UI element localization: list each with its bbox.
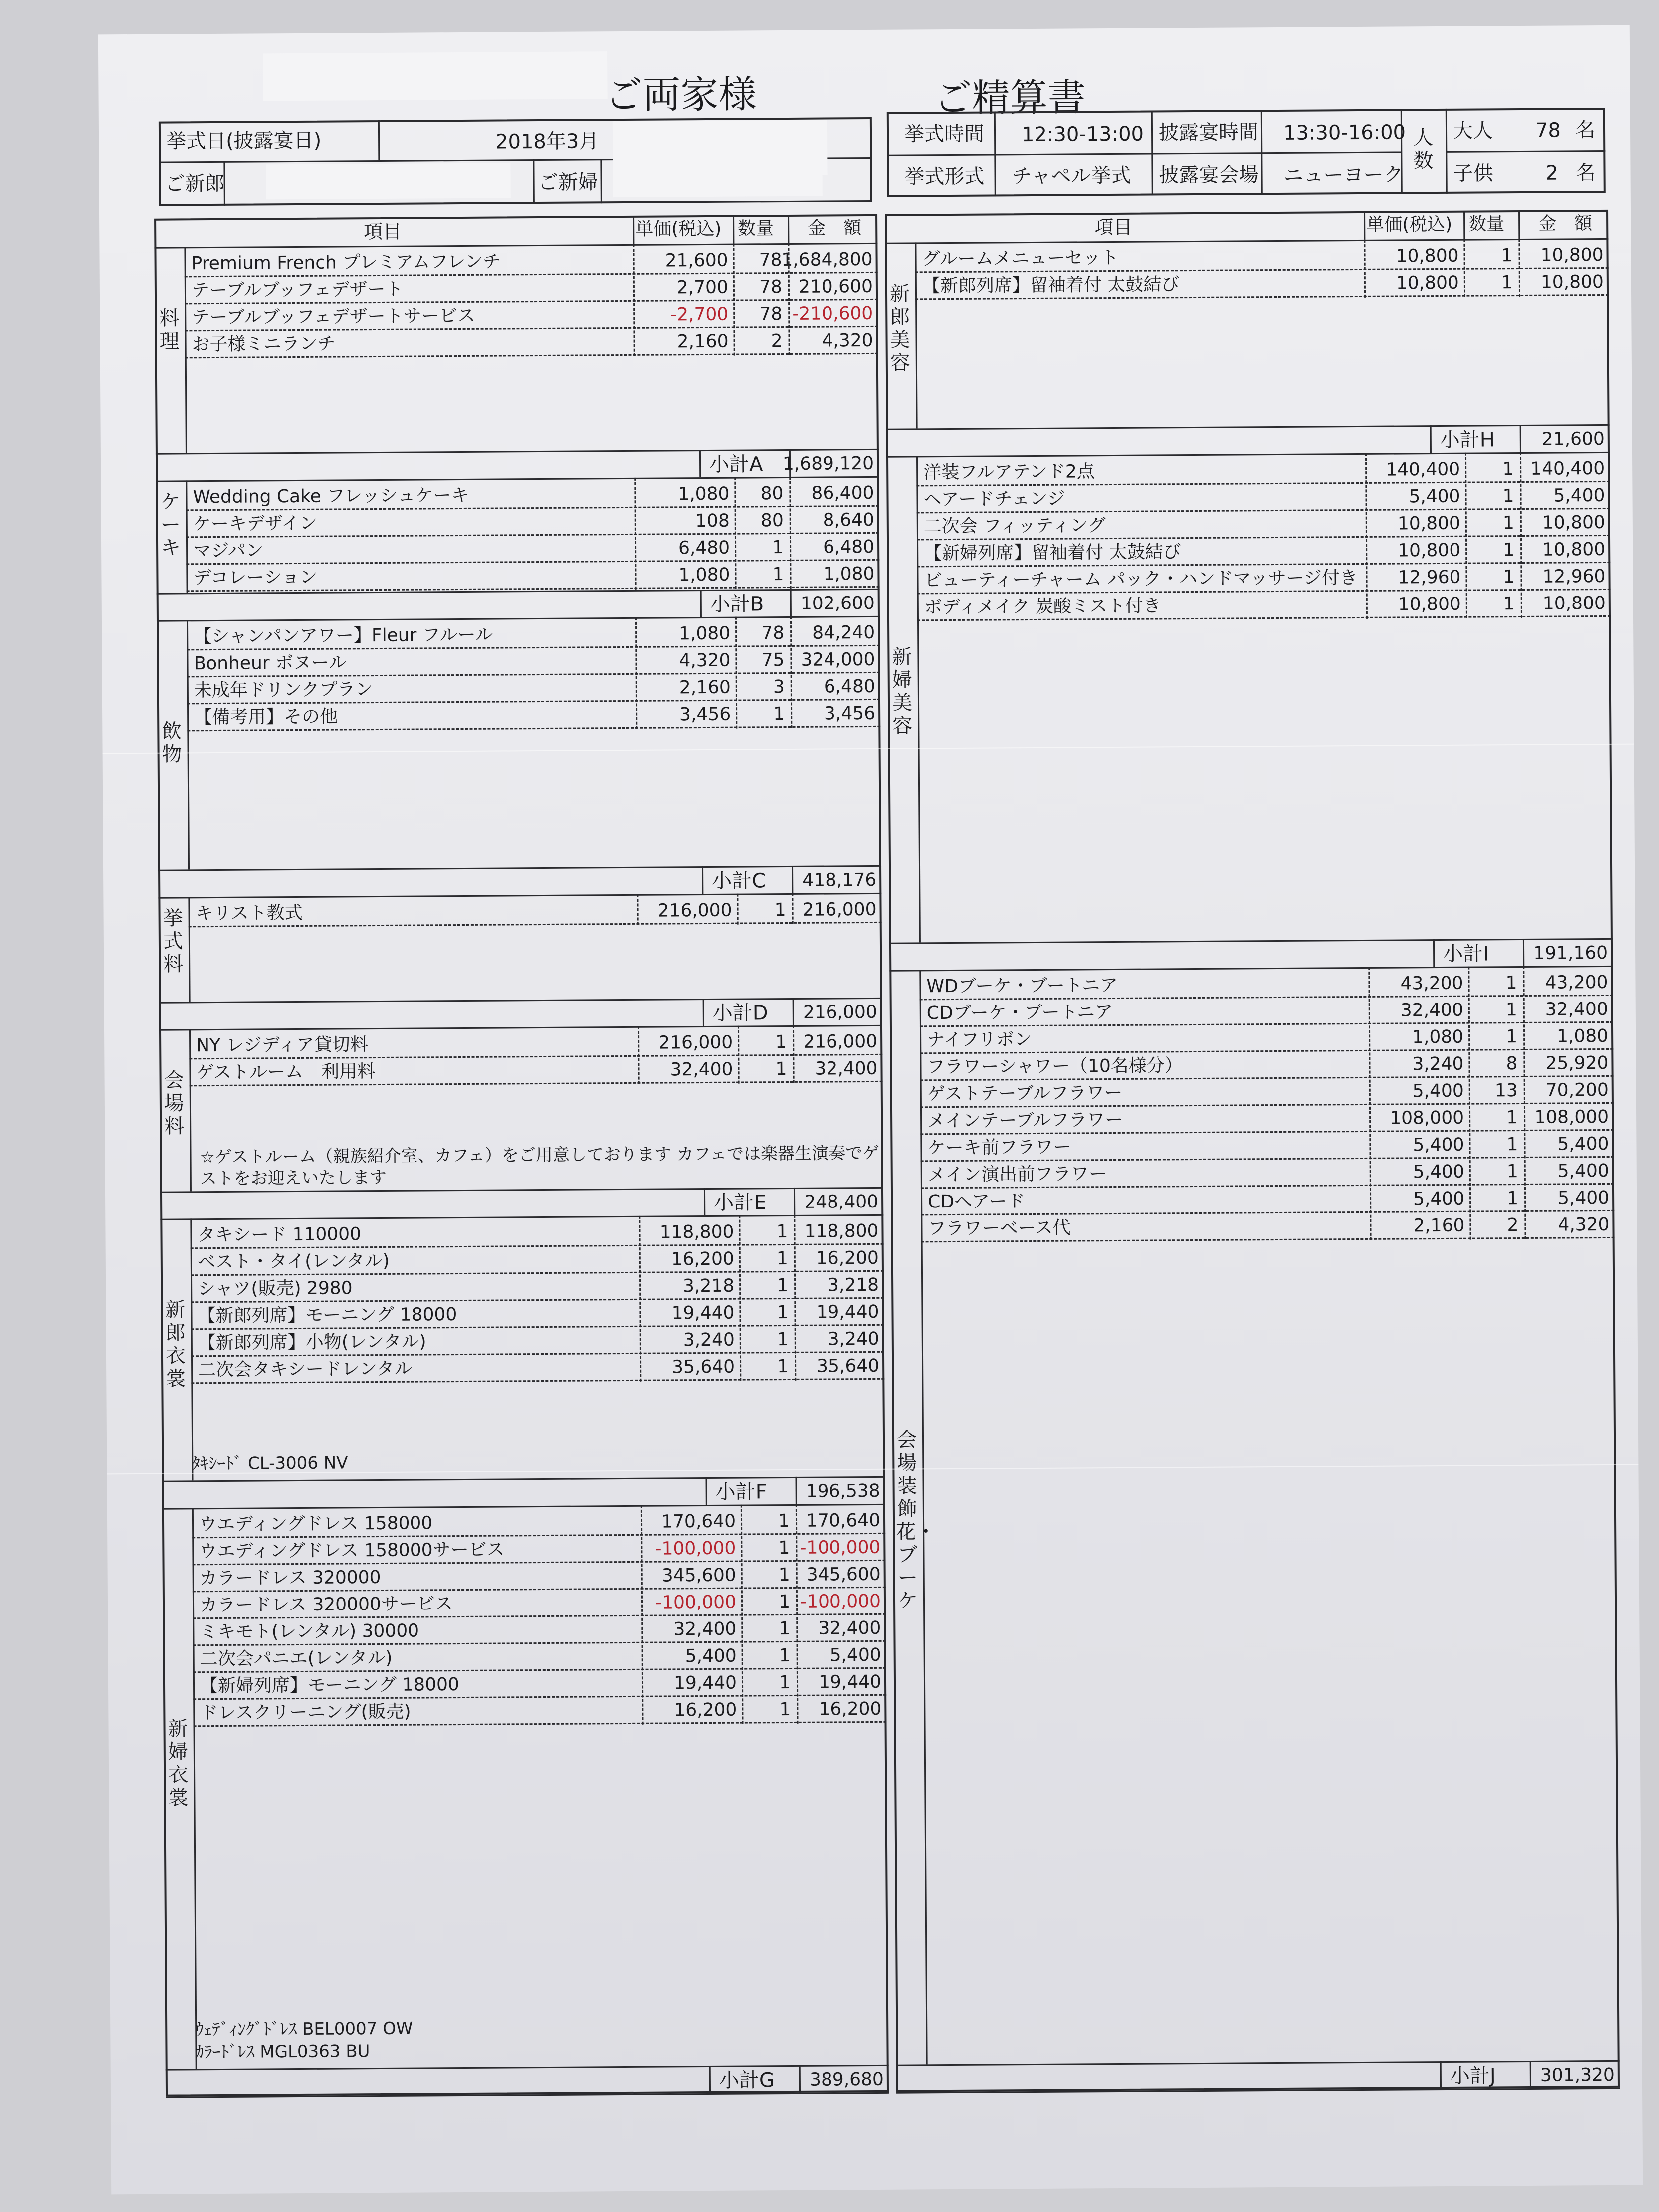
rule-line xyxy=(790,589,792,616)
amount: 4,320 xyxy=(1558,1214,1610,1235)
redacted-family-name xyxy=(263,51,608,101)
column-header-item: 項目 xyxy=(1094,216,1133,239)
quantity: 2 xyxy=(1507,1215,1519,1236)
rule-line xyxy=(788,216,789,243)
quantity: 80 xyxy=(760,483,784,504)
amount: -100,000 xyxy=(800,1591,881,1612)
unit-price: 3,240 xyxy=(1412,1053,1464,1075)
section-label: 飲物 xyxy=(162,720,182,766)
quantity: 1 xyxy=(776,1221,788,1242)
amount: 1,080 xyxy=(823,563,875,585)
amount: 5,400 xyxy=(1557,1187,1610,1208)
guests-label: 人数 xyxy=(1413,126,1434,173)
quantity: 1 xyxy=(772,564,784,585)
rule-line xyxy=(699,450,701,477)
quantity: 80 xyxy=(760,510,784,531)
amount: 32,400 xyxy=(818,1617,881,1639)
unit-price: 21,600 xyxy=(665,250,728,271)
quantity: 1 xyxy=(779,1645,791,1666)
column-header-amount: 金 額 xyxy=(808,218,862,239)
venue-note: ☆ゲストルーム（親族紹介室、カフェ）をご用意しております カフェでは楽器生演奏でゲ xyxy=(200,1143,880,1168)
wedding-date-label: 挙式日(披露宴日) xyxy=(166,129,322,153)
unit-price: 35,640 xyxy=(672,1356,735,1378)
rule-line xyxy=(799,2065,801,2093)
amount: 10,800 xyxy=(1540,271,1604,293)
item-name: ヘアードチェンジ xyxy=(923,488,1065,510)
subtotal-label: 小計B xyxy=(710,593,764,616)
column-header-qty: 数量 xyxy=(1468,214,1505,235)
subtotal-label: 小計D xyxy=(712,1002,768,1025)
bride-attire-note: ｶﾗｰﾄﾞﾚｽ MGL0363 BU xyxy=(195,2041,370,2063)
unit-price: 1,080 xyxy=(678,483,730,505)
item-name: タキシード 110000 xyxy=(197,1224,362,1246)
rule-line xyxy=(733,216,734,244)
item-name: 二次会パニエ(レンタル) xyxy=(200,1647,393,1670)
subtotal-label: 小計F xyxy=(715,1480,767,1504)
item-name: Wedding Cake フレッシュケーキ xyxy=(193,485,469,508)
amount: 32,400 xyxy=(1545,999,1608,1020)
amount: 12,960 xyxy=(1542,566,1606,587)
reception-time-label: 披露宴時間 xyxy=(1158,121,1259,145)
venue-name: ニューヨーク xyxy=(1283,163,1404,187)
item-name: ナイフリボン xyxy=(927,1029,1033,1051)
quantity: 1 xyxy=(776,1248,788,1269)
item-name: メイン演出前フラワー xyxy=(927,1164,1107,1186)
quantity: 1 xyxy=(774,900,786,921)
children-label: 子供 xyxy=(1453,162,1493,185)
quantity: 1 xyxy=(778,1511,790,1532)
rule-line xyxy=(1364,212,1365,240)
unit-price: -100,000 xyxy=(655,1538,736,1559)
amount: 6,480 xyxy=(823,536,875,558)
ceremony-style-label: 挙式形式 xyxy=(904,165,985,189)
amount: 10,800 xyxy=(1542,593,1606,614)
item-name: デコレーション xyxy=(193,567,318,589)
section-label: 新郎美容 xyxy=(889,282,910,375)
item-name: ゲストルーム 利用料 xyxy=(196,1061,376,1083)
unit-price: 3,456 xyxy=(679,704,731,725)
statement-paper xyxy=(98,25,1643,2195)
quantity: 1 xyxy=(1505,973,1517,994)
column-header-unit-price: 単価(税込) xyxy=(1366,214,1452,235)
item-name: ウエディングドレス 158000サービス xyxy=(199,1539,505,1562)
quantity: 1 xyxy=(1503,594,1515,614)
venue-label: 披露宴会場 xyxy=(1159,163,1259,187)
item-name: グルームメニューセット xyxy=(922,247,1119,270)
item-name: 【新郎列席】小物(レンタル) xyxy=(198,1331,426,1354)
item-name: テーブルブッフェデザート xyxy=(191,279,404,301)
amount: 8,640 xyxy=(823,509,874,531)
quantity: 1 xyxy=(778,1592,791,1612)
ceremony-time-label: 挙式時間 xyxy=(904,122,985,146)
item-name: 【新郎列席】留袖着付 太鼓結び xyxy=(922,274,1180,297)
amount: 1,684,800 xyxy=(781,249,873,271)
quantity: 1 xyxy=(1502,486,1514,507)
rule-line xyxy=(1440,2061,1442,2089)
unit-price: 5,400 xyxy=(1409,486,1460,507)
rule-line xyxy=(700,590,702,617)
amount: 35,640 xyxy=(817,1355,880,1377)
subtotal-value: 216,000 xyxy=(803,1002,877,1023)
item-name: マジパン xyxy=(193,540,264,562)
amount: 19,440 xyxy=(818,1671,882,1693)
quantity: 1 xyxy=(1506,1134,1518,1155)
wedding-date: 2018年3月 xyxy=(495,130,599,154)
adults-count: 78 xyxy=(1535,119,1561,142)
venue-note: ストをお迎えいたします xyxy=(200,1167,387,1189)
amount: 216,000 xyxy=(802,899,877,920)
unit-price: 16,200 xyxy=(674,1699,737,1721)
quantity: 1 xyxy=(773,704,785,725)
section-label: ケーキ xyxy=(160,490,181,560)
item-name: ウエディングドレス 158000 xyxy=(199,1513,433,1535)
amount: 10,800 xyxy=(1542,512,1605,533)
quantity: 75 xyxy=(761,650,785,671)
bride-label: ご新婦 xyxy=(538,171,598,195)
quantity: 1 xyxy=(1502,459,1514,480)
item-name: ミキモト(レンタル) 30000 xyxy=(200,1620,419,1643)
ceremony-time: 12:30-13:00 xyxy=(1021,122,1144,147)
unit-price: 1,080 xyxy=(678,564,730,586)
subtotal-label: 小計I xyxy=(1443,942,1489,966)
bride-attire-note: ｳｪﾃﾞｨﾝｸﾞﾄﾞﾚｽ BEL0007 OW xyxy=(195,2018,413,2040)
item-name: カラードレス 320000サービス xyxy=(199,1594,453,1616)
amount: 108,000 xyxy=(1534,1106,1609,1128)
amount: 3,240 xyxy=(828,1328,879,1350)
amount: 32,400 xyxy=(815,1058,878,1079)
unit-price: 216,000 xyxy=(658,1032,733,1053)
unit-price: 3,218 xyxy=(682,1275,735,1297)
column-header-qty: 数量 xyxy=(738,218,774,239)
quantity: 1 xyxy=(777,1356,789,1377)
amount: 5,400 xyxy=(1557,1133,1609,1155)
subtotal-label: 小計E xyxy=(713,1191,767,1214)
subtotal-value: 21,600 xyxy=(1541,428,1605,450)
redacted-groom-name xyxy=(266,163,510,199)
rule-line xyxy=(792,866,793,893)
item-name: ボディメイク 炭酸ミスト付き xyxy=(924,596,1162,618)
item-name: WDブーケ・ブートニア xyxy=(926,975,1118,997)
rule-line xyxy=(633,217,634,244)
section-label: 会場料 xyxy=(164,1069,185,1138)
item-name: お子様ミニランチ xyxy=(192,333,336,355)
subtotal-label: 小計C xyxy=(712,869,766,893)
amount: 210,600 xyxy=(798,276,873,297)
item-name: 【備考用】その他 xyxy=(194,706,338,728)
rule-line xyxy=(1463,212,1465,239)
subtotal-label: 小計A xyxy=(709,453,763,476)
amount: -210,600 xyxy=(792,303,873,324)
quantity: 78 xyxy=(761,623,785,644)
unit-price: 5,400 xyxy=(1413,1134,1464,1156)
unit-price: 2,700 xyxy=(676,277,729,298)
quantity: 1 xyxy=(1505,1000,1517,1020)
amount: 16,200 xyxy=(816,1247,879,1269)
amount: 324,000 xyxy=(801,649,875,670)
amount: 84,240 xyxy=(812,622,875,643)
unit-price: 5,400 xyxy=(685,1645,737,1667)
rule-line xyxy=(637,894,638,925)
unit-price: 2,160 xyxy=(679,677,731,698)
unit-price: 108,000 xyxy=(1390,1107,1464,1129)
unit-price: 32,400 xyxy=(670,1059,733,1080)
item-name: Bonheur ボヌール xyxy=(194,652,347,674)
section-label: 挙式料 xyxy=(163,907,184,976)
document-title: ご精算書 xyxy=(934,75,1086,121)
quantity: 3 xyxy=(773,677,785,698)
amount: 1,080 xyxy=(1556,1025,1609,1047)
amount: 140,400 xyxy=(1530,458,1605,479)
subtotal-value: 248,400 xyxy=(804,1191,879,1212)
children-count: 2 xyxy=(1545,161,1559,185)
amount: 345,600 xyxy=(806,1564,881,1585)
subtotal-label: 小計G xyxy=(719,2069,775,2092)
subtotal-value: 418,176 xyxy=(802,869,877,891)
quantity: 1 xyxy=(779,1672,791,1693)
item-name: フラワーシャワー（10名様分） xyxy=(927,1055,1183,1078)
item-name: ベスト・タイ(レンタル) xyxy=(197,1250,390,1273)
amount: 10,800 xyxy=(1540,244,1604,266)
item-name: 【新郎列席】モーニング 18000 xyxy=(198,1304,457,1327)
item-name: CDヘアード xyxy=(928,1191,1025,1212)
rule-line xyxy=(792,893,793,924)
unit-price: 5,400 xyxy=(1412,1080,1464,1102)
rule-line xyxy=(709,2066,711,2093)
groom-label: ご新郎 xyxy=(165,172,225,196)
subtotal-value: 102,600 xyxy=(800,593,875,614)
amount: 118,800 xyxy=(804,1220,879,1242)
amount: 70,200 xyxy=(1545,1079,1609,1101)
unit-price: 5,400 xyxy=(1413,1161,1464,1183)
quantity: 1 xyxy=(779,1699,791,1720)
quantity: 1 xyxy=(777,1329,789,1350)
quantity: 2 xyxy=(771,331,783,352)
section-label: 会場装飾花・ブーケ xyxy=(896,1428,936,1612)
unit-price: 10,800 xyxy=(1398,540,1461,561)
groom-attire-note: ﾀｷｼｰﾄﾞ CL-3006 NV xyxy=(192,1453,348,1474)
amount: 4,320 xyxy=(822,330,873,351)
amount: 170,640 xyxy=(806,1510,881,1531)
unit-price: 10,800 xyxy=(1396,245,1459,267)
unit-price: 19,440 xyxy=(673,1672,737,1694)
rule-line xyxy=(1433,939,1435,967)
quantity: 1 xyxy=(777,1275,789,1296)
item-name: フラワーベース代 xyxy=(928,1217,1071,1239)
amount: 3,456 xyxy=(824,703,876,724)
unit-price: 345,600 xyxy=(661,1565,736,1586)
quantity: 78 xyxy=(759,304,783,325)
amount: -100,000 xyxy=(800,1537,881,1558)
amount: 19,440 xyxy=(816,1301,879,1323)
unit-price: 32,400 xyxy=(673,1618,737,1640)
item-name: カラードレス 320000 xyxy=(199,1567,381,1589)
unit-price: 170,640 xyxy=(661,1511,736,1532)
family-suffix: ご両家様 xyxy=(605,72,757,118)
quantity: 8 xyxy=(1506,1053,1518,1074)
item-name: メインテーブルフラワー xyxy=(927,1109,1123,1132)
item-name: 二次会タキシードレンタル xyxy=(198,1358,413,1381)
unit-price: 140,400 xyxy=(1386,459,1460,480)
amount: 3,218 xyxy=(827,1274,879,1296)
item-name: 【新婦列席】留袖着付 太鼓結び xyxy=(924,542,1181,564)
item-name: Premium French プレミアムフレンチ xyxy=(191,251,501,274)
ceremony-style: チャペル挙式 xyxy=(1012,164,1131,188)
adults-label: 大人 xyxy=(1452,119,1493,143)
subtotal-value: 196,538 xyxy=(806,1480,880,1502)
item-name: 二次会 フィッティング xyxy=(923,515,1106,537)
item-name: 【シャンパンアワー】Fleur フルール xyxy=(194,624,493,647)
unit-price: 108 xyxy=(695,510,730,532)
quantity: 1 xyxy=(778,1565,790,1586)
rule-line xyxy=(704,1188,705,1215)
item-name: ビューティーチャーム パック・ハンドマッサージ付き xyxy=(924,568,1358,591)
quantity: 1 xyxy=(1506,1161,1518,1182)
quantity: 1 xyxy=(1501,245,1513,266)
unit-price: 118,800 xyxy=(659,1221,734,1243)
unit-price: 10,800 xyxy=(1396,272,1459,294)
item-name: 洋装フルアテンド2点 xyxy=(923,461,1095,483)
rule-line xyxy=(1520,425,1521,452)
unit-price: 10,800 xyxy=(1398,594,1461,615)
unit-price: 216,000 xyxy=(657,900,732,921)
amount: 5,400 xyxy=(1553,485,1605,506)
item-name: ドレスクリーニング(販売) xyxy=(200,1701,411,1724)
item-name: ケーキデザイン xyxy=(193,513,318,535)
item-name: ケーキ前フラワー xyxy=(927,1137,1071,1159)
item-name: テーブルブッフェデザートサービス xyxy=(192,305,475,328)
quantity: 1 xyxy=(772,537,784,558)
rule-line xyxy=(793,998,794,1025)
subtotal-label: 小計J xyxy=(1450,2064,1496,2088)
rule-line xyxy=(703,999,704,1026)
quantity: 1 xyxy=(1503,540,1515,561)
amount: 10,800 xyxy=(1542,539,1606,560)
rule-line xyxy=(737,894,738,925)
amount: 86,400 xyxy=(811,482,874,504)
subtotal-value: 1,689,120 xyxy=(782,453,874,475)
unit-price: -2,700 xyxy=(670,304,729,325)
subtotal-value: 389,680 xyxy=(809,2069,884,2090)
unit-price: 2,160 xyxy=(677,331,729,352)
column-header-unit-price: 単価(税込) xyxy=(635,218,722,240)
quantity: 78 xyxy=(759,277,783,298)
quantity: 1 xyxy=(779,1618,791,1639)
rule-line xyxy=(702,866,703,894)
unit-price: 16,200 xyxy=(671,1248,734,1270)
rule-line xyxy=(1523,939,1524,966)
amount: 216,000 xyxy=(803,1031,878,1052)
unit-price: 10,800 xyxy=(1397,513,1460,534)
column-header-amount: 金 額 xyxy=(1538,213,1593,234)
unit-price: 5,400 xyxy=(1413,1188,1465,1209)
item-name: キリスト教式 xyxy=(195,902,303,924)
quantity: 1 xyxy=(777,1302,789,1323)
amount: 43,200 xyxy=(1545,972,1608,993)
unit-price: 6,480 xyxy=(678,537,730,559)
redacted-bride-name xyxy=(613,161,822,198)
subtotal-value: 191,160 xyxy=(1533,942,1608,964)
amount: 25,920 xyxy=(1545,1052,1609,1074)
column-header-item: 項目 xyxy=(364,220,402,243)
rule-line xyxy=(795,1477,797,1504)
unit-price: 1,080 xyxy=(1412,1026,1464,1048)
quantity: 1 xyxy=(775,1032,787,1053)
rule-line xyxy=(794,1188,795,1215)
section-label: 新婦衣裳 xyxy=(168,1717,189,1810)
quantity: 1 xyxy=(1506,1026,1518,1047)
quantity: 1 xyxy=(1501,272,1513,293)
section-label: 新郎衣裳 xyxy=(165,1298,186,1391)
quantity: 78 xyxy=(759,250,782,271)
unit-price: 12,960 xyxy=(1398,567,1461,588)
amount: 6,480 xyxy=(824,676,875,697)
amount: 5,400 xyxy=(830,1644,881,1666)
rule-line xyxy=(1518,211,1520,239)
section-label: 新婦美容 xyxy=(892,645,913,738)
quantity: 13 xyxy=(1494,1080,1518,1101)
item-name: シャツ(販売) 2980 xyxy=(198,1278,353,1300)
rule-line xyxy=(1530,2061,1531,2088)
item-name: NY レジディア貸切料 xyxy=(196,1034,368,1056)
children-unit: 名 xyxy=(1575,161,1596,185)
subtotal-value: 301,320 xyxy=(1540,2064,1615,2086)
unit-price: -100,000 xyxy=(655,1592,737,1613)
reception-time: 13:30-16:00 xyxy=(1283,121,1406,145)
unit-price: 19,440 xyxy=(671,1302,735,1324)
unit-price: 1,080 xyxy=(678,623,731,644)
quantity: 1 xyxy=(1503,567,1515,588)
unit-price: 2,160 xyxy=(1413,1215,1465,1236)
item-name: ゲストテーブルフラワー xyxy=(927,1082,1123,1105)
rule-line xyxy=(705,1477,707,1505)
quantity: 1 xyxy=(778,1538,790,1559)
item-name: 【新婦列席】モーニング 18000 xyxy=(200,1674,459,1697)
amount: 16,200 xyxy=(819,1698,882,1720)
unit-price: 3,240 xyxy=(683,1329,735,1351)
section-label: 料理 xyxy=(159,307,180,353)
unit-price: 32,400 xyxy=(1400,1000,1463,1021)
item-name: 未成年ドリンクプラン xyxy=(194,679,374,701)
item-name: CDブーケ・ブートニア xyxy=(926,1002,1113,1024)
subtotal-label: 小計H xyxy=(1440,428,1495,452)
quantity: 1 xyxy=(1502,513,1514,534)
quantity: 1 xyxy=(1506,1107,1518,1128)
amount: 5,400 xyxy=(1557,1160,1609,1182)
rule-line xyxy=(1430,425,1432,453)
adults-unit: 名 xyxy=(1575,119,1596,142)
unit-price: 4,320 xyxy=(679,650,731,671)
quantity: 1 xyxy=(775,1059,787,1080)
quantity: 1 xyxy=(1507,1188,1519,1209)
unit-price: 43,200 xyxy=(1400,973,1463,994)
